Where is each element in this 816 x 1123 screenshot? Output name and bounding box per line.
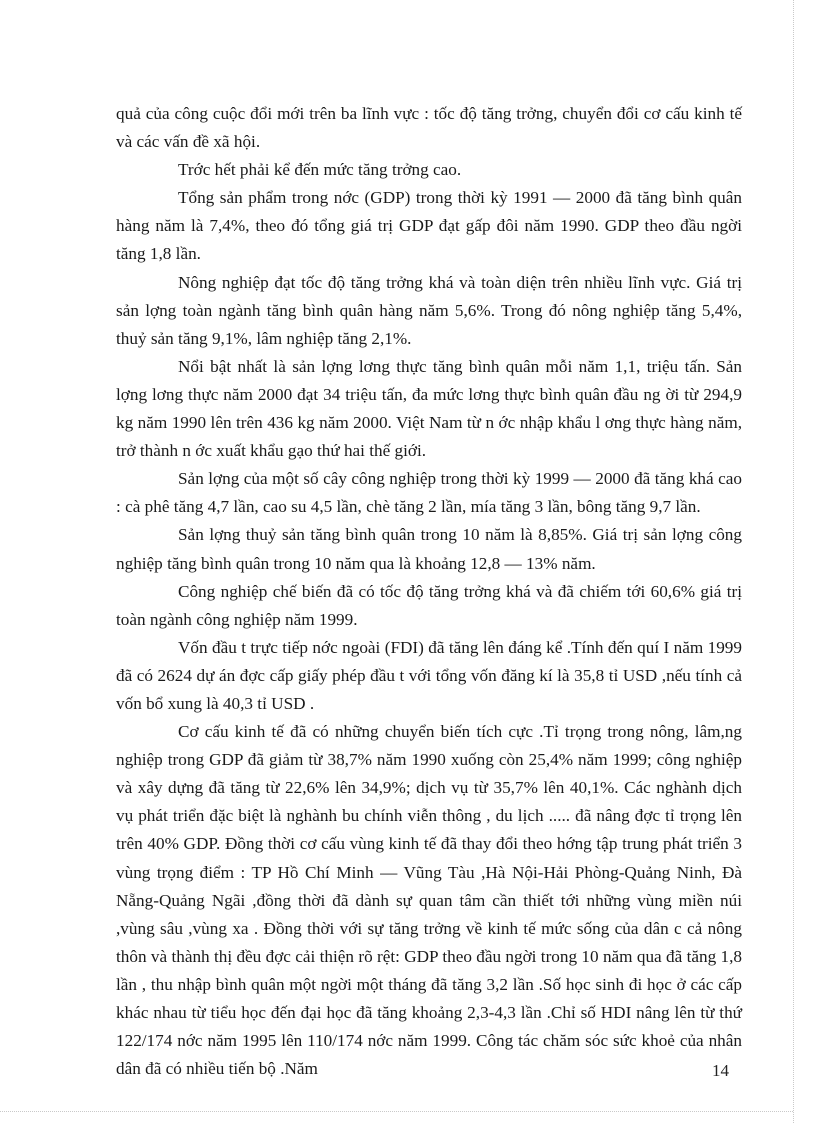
page-edge-bottom <box>0 1111 793 1112</box>
body-text <box>116 100 742 1083</box>
paragraph: Trớc hết phải kể đến mức tăng trởng cao. <box>178 160 462 180</box>
paragraph: quả của công cuộc đổi mới trên ba lĩnh vực : tốc độ tăng trởng, chuyển đổi cơ cấu kinh tế và các vấn đề xã hội. <box>116 104 742 152</box>
page-number: 14 <box>712 1061 729 1080</box>
paragraph: Nổi bật nhất là sản lợng lơng thực tăng bình quân mỗi năm 1,1, triệu tấn. Sản lợng lơng thực năm 2000 đạt 34 triệu tấn, đa mức lơng thực bình quân đầu ng ời từ 294,9 kg năm 1990 lên trên 436 kg năm 2000. Việt Nam từ n ớc nhập khẩu l ơng thực hàng năm, trở thành n ớc xuất khẩu gạo thứ hai thế giới. <box>116 356 742 461</box>
paragraph: Công nghiệp chế biến đã có tốc độ tăng trởng khá và đã chiếm tới 60,6% giá trị toàn ngành công nghiệp năm 1999. <box>116 581 742 629</box>
page-edge-right <box>793 0 794 1123</box>
paragraph: Tổng sản phẩm trong nớc (GDP) trong thời kỳ 1991 — 2000 đã tăng bình quân hàng năm là 7,4%, theo đó tổng giá trị GDP đạt gấp đôi năm 1990. GDP theo đầu ngời tăng 1,8 lần. <box>116 188 742 264</box>
paragraph: Sản lợng thuỷ sản tăng bình quân trong 10 năm là 8,85%. Giá trị sản lợng công nghiệp tăng bình quân trong 10 năm qua là khoảng 12,8 — 13% năm. <box>116 525 742 573</box>
paragraph: Nông nghiệp đạt tốc độ tăng trởng khá và toàn diện trên nhiều lĩnh vực. Giá trị sản lợng toàn ngành tăng bình quân hàng năm 5,6%. Trong đó nông nghiệp tăng 5,4%, thuỷ sản tăng 9,1%, lâm nghiệp tăng 2,1%. <box>116 272 742 348</box>
paragraph: Cơ cấu kinh tế đã có những chuyển biến tích cực .Tỉ trọng trong nông, lâm,ng nghiệp trong GDP đã giảm từ 38,7% năm 1990 xuống còn 25,4% năm 1999; công nghiệp và xây dựng đã tăng từ 22,6% lên 34,9%; dịch vụ từ 35,7% lên 40,1%. Các nghành dịch vụ phát triển đặc biệt là nghành bu chính viễn thông , du lịch ..... đã nâng đợc tỉ trọng lên trên 40% GDP. Đồng thời cơ cấu vùng kinh tế đã thay đổi theo hớng tập trung phát triển 3 vùng trọng điểm : TP Hồ Chí Minh — Vũng Tàu ,Hà Nội-Hải Phòng-Quảng Ninh, Đà Nẵng-Quảng Ngãi ,đồng thời đã dành sự quan tâm cần thiết tới những vùng miền núi ,vùng sâu ,vùng xa . Đồng thời với sự tăng trởng về kinh tế mức sống của dân c cả nông thôn và thành thị đều đợc cải thiện rõ rệt: GDP theo đầu ngời trong 10 năm qua đã tăng 1,8 lần , thu nhập bình quân một ngời một tháng đã tăng 3,2 lần .Số học sinh đi học ở các cấp khác nhau từ tiểu học đến đại học đã tăng khoảng 2,3-4,3 lần .Chỉ số HDI nâng lên từ thứ 122/174 nớc năm 1995 lên 110/174 nớc năm 1999. Công tác chăm sóc sức khoẻ của nhân dân đã có nhiều tiến bộ .Năm <box>116 722 742 1079</box>
paragraph: Sản lợng của một số cây công nghiệp trong thời kỳ 1999 — 2000 đã tăng khá cao : cà phê tăng 4,7 lần, cao su 4,5 lần, chè tăng 2 lần, mía tăng 3 lần, bông tăng 9,7 lần. <box>116 469 742 517</box>
paragraph: Vốn đầu t trực tiếp nớc ngoài (FDI) đã tăng lên đáng kể .Tính đến quí I năm 1999 đã có 2624 dự án đợc cấp giấy phép đầu t với tổng vốn đăng kí là 35,8 tỉ USD ,nếu tính cả vốn bổ xung là 40,3 tỉ USD . <box>116 637 742 713</box>
